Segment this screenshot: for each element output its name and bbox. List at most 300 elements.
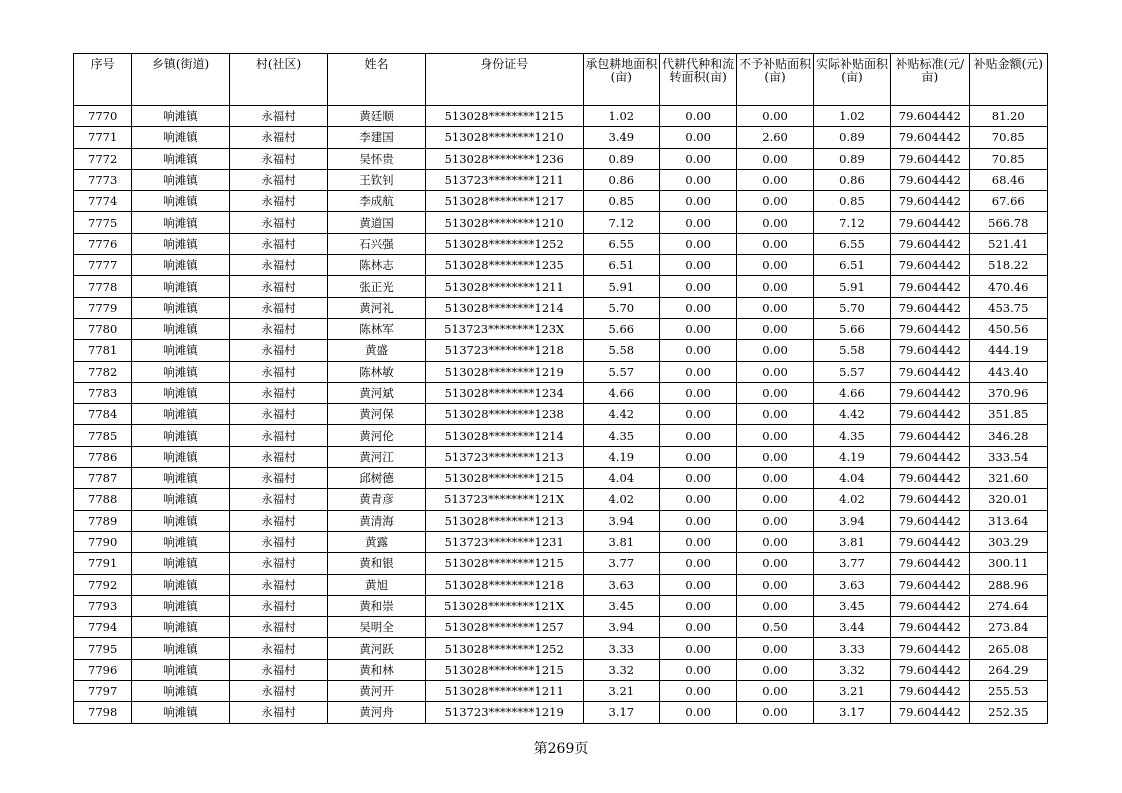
cell-id-number: 513723********121X [425,489,583,510]
cell-village: 永福村 [229,659,328,680]
cell-excluded-area: 0.00 [737,276,813,297]
table-row [74,233,1048,254]
table-body [74,106,1048,724]
cell-transfer-area: 0.00 [659,255,736,276]
header-id-number: 身份证号 [425,54,583,106]
cell-contract-area: 5.58 [583,340,659,361]
cell-excluded-area: 0.50 [737,617,813,638]
cell-contract-area: 0.89 [583,148,659,169]
cell-village: 永福村 [229,404,328,425]
cell-id-number: 513723********1231 [425,531,583,552]
cell-transfer-area: 0.00 [659,617,736,638]
cell-id-number: 513028********1219 [425,361,583,382]
cell-excluded-area: 0.00 [737,638,813,659]
cell-excluded-area: 0.00 [737,553,813,574]
cell-subsidy-rate: 79.604442 [891,212,969,233]
cell-transfer-area: 0.00 [659,106,736,127]
page-number: 第269页 [533,741,589,757]
table-row [74,127,1048,148]
cell-village: 永福村 [229,468,328,489]
cell-transfer-area: 0.00 [659,659,736,680]
cell-excluded-area: 0.00 [737,169,813,190]
cell-subsidy-amount: 303.29 [969,531,1047,552]
cell-excluded-area: 0.00 [737,574,813,595]
cell-actual-area: 3.94 [813,510,890,531]
cell-subsidy-amount: 67.66 [969,191,1047,212]
cell-contract-area: 3.49 [583,127,659,148]
cell-village: 永福村 [229,489,328,510]
cell-name: 黄和林 [328,659,426,680]
cell-excluded-area: 0.00 [737,702,813,723]
table-row [74,276,1048,297]
cell-subsidy-amount: 450.56 [969,318,1047,339]
cell-town: 响滩镇 [132,255,230,276]
table-row [74,425,1048,446]
table-row [74,595,1048,616]
cell-serial: 7785 [74,425,132,446]
cell-excluded-area: 0.00 [737,106,813,127]
cell-village: 永福村 [229,276,328,297]
cell-village: 永福村 [229,425,328,446]
cell-serial: 7798 [74,702,132,723]
cell-actual-area: 4.66 [813,382,890,403]
cell-name: 李建国 [328,127,426,148]
cell-excluded-area: 0.00 [737,361,813,382]
cell-transfer-area: 0.00 [659,340,736,361]
cell-subsidy-rate: 79.604442 [891,233,969,254]
cell-town: 响滩镇 [132,382,230,403]
cell-subsidy-rate: 79.604442 [891,255,969,276]
cell-serial: 7789 [74,510,132,531]
cell-subsidy-rate: 79.604442 [891,617,969,638]
table-row [74,553,1048,574]
cell-subsidy-amount: 518.22 [969,255,1047,276]
cell-contract-area: 4.35 [583,425,659,446]
table-row [74,255,1048,276]
cell-serial: 7783 [74,382,132,403]
table-row [74,212,1048,233]
cell-town: 响滩镇 [132,595,230,616]
cell-subsidy-rate: 79.604442 [891,191,969,212]
cell-town: 响滩镇 [132,191,230,212]
cell-serial: 7770 [74,106,132,127]
cell-town: 响滩镇 [132,510,230,531]
cell-village: 永福村 [229,148,328,169]
cell-transfer-area: 0.00 [659,574,736,595]
cell-serial: 7796 [74,659,132,680]
cell-name: 黄和崇 [328,595,426,616]
cell-actual-area: 4.04 [813,468,890,489]
cell-transfer-area: 0.00 [659,191,736,212]
cell-name: 黄河伦 [328,425,426,446]
cell-town: 响滩镇 [132,404,230,425]
cell-contract-area: 6.51 [583,255,659,276]
cell-id-number: 513723********1213 [425,446,583,467]
cell-contract-area: 3.94 [583,617,659,638]
header-village: 村(社区) [229,54,328,106]
cell-subsidy-rate: 79.604442 [891,659,969,680]
cell-name: 黄河开 [328,681,426,702]
cell-id-number: 513028********1210 [425,127,583,148]
header-transfer-area: 代耕代种和流转面积(亩) [659,54,736,106]
cell-name: 张正光 [328,276,426,297]
cell-excluded-area: 0.00 [737,382,813,403]
cell-village: 永福村 [229,340,328,361]
cell-town: 响滩镇 [132,574,230,595]
table-row [74,340,1048,361]
cell-name: 黄河礼 [328,297,426,318]
cell-subsidy-rate: 79.604442 [891,553,969,574]
header-actual-area: 实际补贴面积(亩) [813,54,890,106]
cell-village: 永福村 [229,297,328,318]
cell-subsidy-amount: 70.85 [969,127,1047,148]
cell-name: 陈林敏 [328,361,426,382]
cell-town: 响滩镇 [132,106,230,127]
cell-contract-area: 4.02 [583,489,659,510]
cell-subsidy-amount: 351.85 [969,404,1047,425]
cell-name: 邱树德 [328,468,426,489]
cell-village: 永福村 [229,361,328,382]
cell-town: 响滩镇 [132,446,230,467]
cell-serial: 7782 [74,361,132,382]
cell-id-number: 513028********1252 [425,638,583,659]
cell-subsidy-amount: 313.64 [969,510,1047,531]
table-row [74,702,1048,723]
cell-town: 响滩镇 [132,531,230,552]
cell-subsidy-rate: 79.604442 [891,468,969,489]
cell-village: 永福村 [229,382,328,403]
cell-village: 永福村 [229,255,328,276]
cell-serial: 7787 [74,468,132,489]
cell-village: 永福村 [229,446,328,467]
cell-id-number: 513028********1215 [425,659,583,680]
cell-excluded-area: 0.00 [737,212,813,233]
cell-contract-area: 5.66 [583,318,659,339]
cell-town: 响滩镇 [132,702,230,723]
cell-transfer-area: 0.00 [659,681,736,702]
cell-subsidy-rate: 79.604442 [891,106,969,127]
cell-transfer-area: 0.00 [659,361,736,382]
cell-excluded-area: 0.00 [737,340,813,361]
cell-transfer-area: 0.00 [659,233,736,254]
table-row [74,489,1048,510]
cell-id-number: 513028********1215 [425,468,583,489]
cell-town: 响滩镇 [132,127,230,148]
cell-actual-area: 3.44 [813,617,890,638]
cell-transfer-area: 0.00 [659,148,736,169]
cell-village: 永福村 [229,681,328,702]
cell-town: 响滩镇 [132,169,230,190]
table-row [74,681,1048,702]
cell-id-number: 513028********1217 [425,191,583,212]
cell-town: 响滩镇 [132,233,230,254]
cell-actual-area: 3.63 [813,574,890,595]
cell-village: 永福村 [229,595,328,616]
cell-contract-area: 5.91 [583,276,659,297]
cell-subsidy-amount: 443.40 [969,361,1047,382]
cell-serial: 7794 [74,617,132,638]
cell-town: 响滩镇 [132,361,230,382]
cell-excluded-area: 0.00 [737,425,813,446]
cell-village: 永福村 [229,212,328,233]
cell-name: 黄河保 [328,404,426,425]
cell-serial: 7772 [74,148,132,169]
cell-serial: 7771 [74,127,132,148]
cell-excluded-area: 0.00 [737,595,813,616]
cell-contract-area: 3.17 [583,702,659,723]
cell-serial: 7792 [74,574,132,595]
cell-village: 永福村 [229,106,328,127]
cell-subsidy-amount: 300.11 [969,553,1047,574]
cell-subsidy-rate: 79.604442 [891,638,969,659]
cell-name: 陈林军 [328,318,426,339]
table-row [74,468,1048,489]
cell-transfer-area: 0.00 [659,468,736,489]
table-row [74,659,1048,680]
cell-excluded-area: 0.00 [737,318,813,339]
cell-contract-area: 0.85 [583,191,659,212]
cell-contract-area: 3.32 [583,659,659,680]
cell-name: 石兴强 [328,233,426,254]
cell-subsidy-amount: 264.29 [969,659,1047,680]
cell-contract-area: 4.42 [583,404,659,425]
header-serial: 序号 [74,54,132,106]
table-row [74,361,1048,382]
cell-transfer-area: 0.00 [659,553,736,574]
cell-serial: 7775 [74,212,132,233]
cell-town: 响滩镇 [132,148,230,169]
cell-contract-area: 3.81 [583,531,659,552]
cell-contract-area: 3.63 [583,574,659,595]
table-row [74,446,1048,467]
cell-contract-area: 3.33 [583,638,659,659]
table-row [74,297,1048,318]
cell-village: 永福村 [229,702,328,723]
cell-id-number: 513028********1218 [425,574,583,595]
cell-subsidy-rate: 79.604442 [891,382,969,403]
cell-actual-area: 3.81 [813,531,890,552]
cell-name: 黄河斌 [328,382,426,403]
cell-subsidy-rate: 79.604442 [891,574,969,595]
cell-serial: 7791 [74,553,132,574]
cell-subsidy-amount: 288.96 [969,574,1047,595]
cell-name: 黄旭 [328,574,426,595]
cell-actual-area: 4.35 [813,425,890,446]
cell-actual-area: 3.32 [813,659,890,680]
cell-subsidy-rate: 79.604442 [891,404,969,425]
cell-subsidy-rate: 79.604442 [891,340,969,361]
cell-subsidy-amount: 470.46 [969,276,1047,297]
cell-name: 王钦钊 [328,169,426,190]
cell-subsidy-rate: 79.604442 [891,361,969,382]
cell-id-number: 513723********123X [425,318,583,339]
cell-transfer-area: 0.00 [659,446,736,467]
cell-transfer-area: 0.00 [659,638,736,659]
cell-actual-area: 4.19 [813,446,890,467]
cell-contract-area: 4.19 [583,446,659,467]
header-contract-area: 承包耕地面积(亩) [583,54,659,106]
subsidy-table [73,53,1048,724]
table-row [74,404,1048,425]
cell-subsidy-amount: 320.01 [969,489,1047,510]
cell-serial: 7797 [74,681,132,702]
cell-actual-area: 5.70 [813,297,890,318]
cell-serial: 7788 [74,489,132,510]
cell-town: 响滩镇 [132,425,230,446]
cell-contract-area: 5.70 [583,297,659,318]
cell-serial: 7780 [74,318,132,339]
cell-transfer-area: 0.00 [659,531,736,552]
cell-transfer-area: 0.00 [659,595,736,616]
cell-id-number: 513028********1215 [425,106,583,127]
cell-village: 永福村 [229,574,328,595]
cell-excluded-area: 2.60 [737,127,813,148]
cell-actual-area: 3.45 [813,595,890,616]
cell-name: 吴怀贵 [328,148,426,169]
cell-id-number: 513028********1214 [425,297,583,318]
table-row [74,148,1048,169]
cell-serial: 7786 [74,446,132,467]
table-row [74,617,1048,638]
cell-actual-area: 0.85 [813,191,890,212]
cell-excluded-area: 0.00 [737,255,813,276]
cell-subsidy-amount: 453.75 [969,297,1047,318]
cell-id-number: 513028********1211 [425,276,583,297]
cell-town: 响滩镇 [132,340,230,361]
cell-excluded-area: 0.00 [737,148,813,169]
cell-subsidy-rate: 79.604442 [891,510,969,531]
cell-id-number: 513028********1210 [425,212,583,233]
cell-town: 响滩镇 [132,617,230,638]
header-row [74,54,1048,106]
cell-name: 黄廷顺 [328,106,426,127]
cell-subsidy-rate: 79.604442 [891,148,969,169]
cell-subsidy-rate: 79.604442 [891,127,969,148]
cell-contract-area: 5.57 [583,361,659,382]
cell-serial: 7773 [74,169,132,190]
cell-serial: 7781 [74,340,132,361]
cell-actual-area: 0.89 [813,148,890,169]
cell-village: 永福村 [229,127,328,148]
table-row [74,169,1048,190]
cell-town: 响滩镇 [132,659,230,680]
table-row [74,318,1048,339]
cell-town: 响滩镇 [132,276,230,297]
cell-village: 永福村 [229,510,328,531]
cell-contract-area: 3.77 [583,553,659,574]
cell-subsidy-amount: 274.64 [969,595,1047,616]
cell-subsidy-rate: 79.604442 [891,318,969,339]
cell-id-number: 513723********1218 [425,340,583,361]
cell-transfer-area: 0.00 [659,297,736,318]
cell-name: 陈林志 [328,255,426,276]
cell-actual-area: 5.91 [813,276,890,297]
cell-town: 响滩镇 [132,489,230,510]
cell-id-number: 513028********1211 [425,681,583,702]
cell-name: 黄道国 [328,212,426,233]
cell-id-number: 513028********1234 [425,382,583,403]
cell-serial: 7790 [74,531,132,552]
cell-transfer-area: 0.00 [659,382,736,403]
cell-actual-area: 4.02 [813,489,890,510]
cell-subsidy-rate: 79.604442 [891,425,969,446]
cell-subsidy-amount: 70.85 [969,148,1047,169]
cell-serial: 7778 [74,276,132,297]
cell-subsidy-rate: 79.604442 [891,169,969,190]
cell-subsidy-amount: 255.53 [969,681,1047,702]
cell-subsidy-amount: 444.19 [969,340,1047,361]
cell-serial: 7795 [74,638,132,659]
cell-serial: 7777 [74,255,132,276]
cell-actual-area: 5.66 [813,318,890,339]
cell-village: 永福村 [229,191,328,212]
cell-actual-area: 3.21 [813,681,890,702]
table-row [74,510,1048,531]
table-header [74,54,1048,106]
cell-subsidy-amount: 521.41 [969,233,1047,254]
cell-actual-area: 5.58 [813,340,890,361]
cell-subsidy-amount: 81.20 [969,106,1047,127]
cell-village: 永福村 [229,617,328,638]
cell-serial: 7779 [74,297,132,318]
cell-subsidy-amount: 346.28 [969,425,1047,446]
cell-contract-area: 3.45 [583,595,659,616]
cell-village: 永福村 [229,318,328,339]
cell-subsidy-amount: 265.08 [969,638,1047,659]
cell-id-number: 513028********1236 [425,148,583,169]
cell-id-number: 513028********1215 [425,553,583,574]
cell-contract-area: 4.04 [583,468,659,489]
cell-actual-area: 3.17 [813,702,890,723]
cell-subsidy-amount: 370.96 [969,382,1047,403]
cell-contract-area: 7.12 [583,212,659,233]
cell-subsidy-rate: 79.604442 [891,276,969,297]
cell-serial: 7774 [74,191,132,212]
cell-subsidy-amount: 333.54 [969,446,1047,467]
cell-actual-area: 6.51 [813,255,890,276]
cell-subsidy-rate: 79.604442 [891,595,969,616]
cell-name: 黄河舟 [328,702,426,723]
cell-subsidy-amount: 273.84 [969,617,1047,638]
cell-transfer-area: 0.00 [659,702,736,723]
cell-contract-area: 6.55 [583,233,659,254]
cell-contract-area: 3.21 [583,681,659,702]
cell-village: 永福村 [229,638,328,659]
table-row [74,382,1048,403]
cell-town: 响滩镇 [132,681,230,702]
cell-town: 响滩镇 [132,553,230,574]
cell-village: 永福村 [229,531,328,552]
cell-village: 永福村 [229,233,328,254]
cell-subsidy-amount: 68.46 [969,169,1047,190]
cell-name: 黄盛 [328,340,426,361]
cell-subsidy-amount: 321.60 [969,468,1047,489]
cell-id-number: 513028********1238 [425,404,583,425]
cell-subsidy-rate: 79.604442 [891,702,969,723]
cell-name: 吴明全 [328,617,426,638]
cell-name: 黄清海 [328,510,426,531]
header-name: 姓名 [328,54,426,106]
table-row [74,638,1048,659]
cell-transfer-area: 0.00 [659,127,736,148]
cell-name: 黄河江 [328,446,426,467]
cell-transfer-area: 0.00 [659,212,736,233]
cell-subsidy-rate: 79.604442 [891,297,969,318]
cell-excluded-area: 0.00 [737,297,813,318]
cell-transfer-area: 0.00 [659,169,736,190]
cell-contract-area: 3.94 [583,510,659,531]
cell-name: 李成航 [328,191,426,212]
